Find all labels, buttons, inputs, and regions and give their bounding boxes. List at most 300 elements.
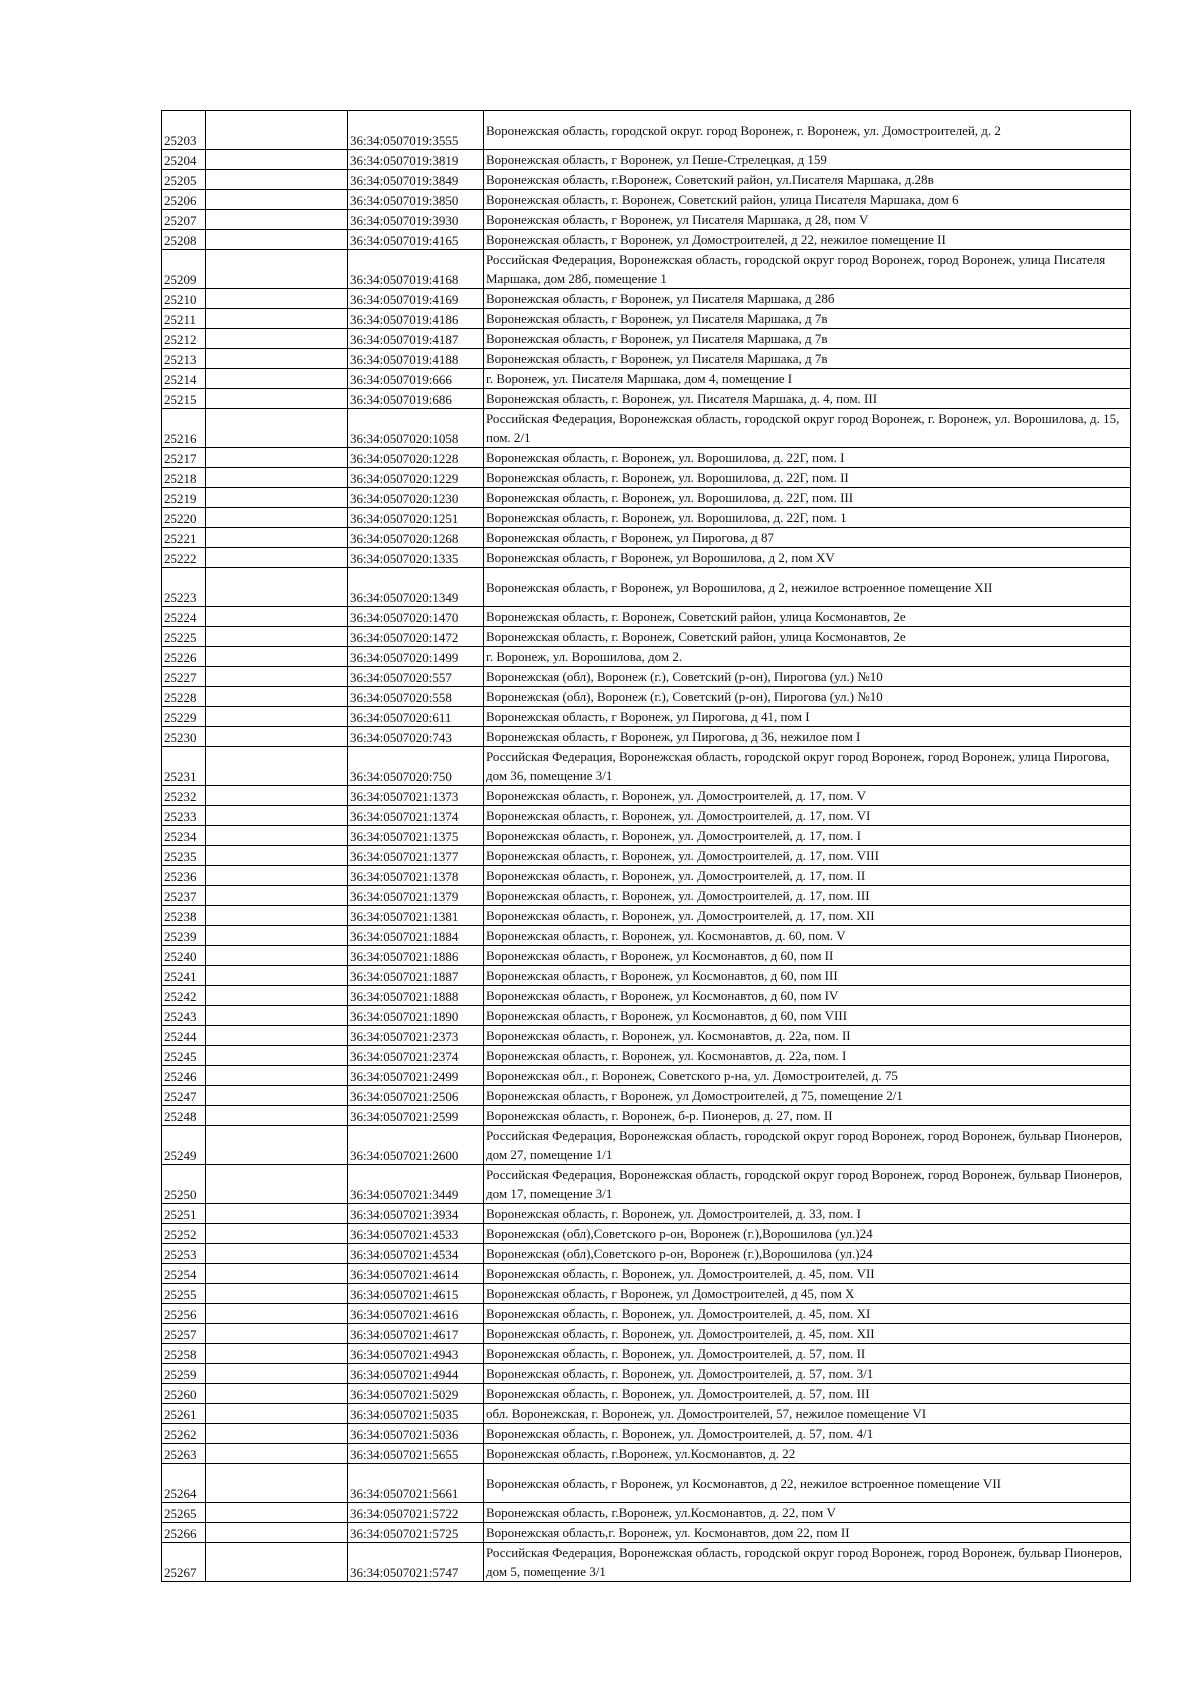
table-row — [162, 1046, 1131, 1066]
cadastral-number-cell: 36:34:0507019:4187 — [348, 329, 484, 349]
table-row — [162, 448, 1131, 468]
code-cell — [206, 508, 348, 528]
table-row — [162, 1543, 1131, 1582]
table-row — [162, 966, 1131, 986]
address-cell: Воронежская область, городской округ. город Воронеж, г. Воронеж, ул. Домостроителей, д. 2 — [484, 111, 1131, 150]
table-row — [162, 309, 1131, 329]
address-cell: Воронежская область, г. Воронеж, ул. Домостроителей, д. 57, пом. III — [484, 1384, 1131, 1404]
table-row — [162, 1244, 1131, 1264]
table-row — [162, 906, 1131, 926]
code-cell — [206, 190, 348, 210]
cadastral-number-cell: 36:34:0507020:1230 — [348, 488, 484, 508]
code-cell — [206, 329, 348, 349]
table-row — [162, 1324, 1131, 1344]
code-cell — [206, 926, 348, 946]
cadastral-number-cell: 36:34:0507021:4616 — [348, 1304, 484, 1324]
address-cell: Воронежская область, г. Воронеж, ул. Ворошилова, д. 22Г, пом. III — [484, 488, 1131, 508]
address-cell: Воронежская область, г. Воронеж, ул. Домостроителей, д. 17, пом. II — [484, 866, 1131, 886]
address-cell: Воронежская область, г. Воронеж, ул. Домостроителей, д. 17, пом. VI — [484, 806, 1131, 826]
code-cell — [206, 1086, 348, 1106]
row-number-cell: 25214 — [162, 369, 206, 389]
code-cell — [206, 568, 348, 607]
cadastral-number-cell: 36:34:0507021:5035 — [348, 1404, 484, 1424]
row-number-cell: 25220 — [162, 508, 206, 528]
row-number-cell: 25204 — [162, 150, 206, 170]
code-cell — [206, 727, 348, 747]
row-number-cell: 25244 — [162, 1026, 206, 1046]
code-cell — [206, 846, 348, 866]
address-cell: Воронежская область, г. Воронеж, ул. Ворошилова, д. 22Г, пом. II — [484, 468, 1131, 488]
address-cell: Воронежская область, г. Воронеж, ул. Домостроителей, д. 17, пом. I — [484, 826, 1131, 846]
code-cell — [206, 210, 348, 230]
row-number-cell: 25261 — [162, 1404, 206, 1424]
code-cell — [206, 1264, 348, 1284]
table-body — [162, 111, 1131, 1582]
code-cell — [206, 111, 348, 150]
cadastral-number-cell: 36:34:0507021:1886 — [348, 946, 484, 966]
cadastral-number-cell: 36:34:0507021:3934 — [348, 1204, 484, 1224]
address-cell: Воронежская область, г. Воронеж, ул. Домостроителей, д. 17, пом. VIII — [484, 846, 1131, 866]
cadastral-number-cell: 36:34:0507019:4186 — [348, 309, 484, 329]
address-cell: Воронежская область, г Воронеж, ул Домостроителей, д 45, пом X — [484, 1284, 1131, 1304]
row-number-cell: 25255 — [162, 1284, 206, 1304]
address-cell: Воронежская область, г Воронеж, ул Писателя Маршака, д 28б — [484, 289, 1131, 309]
code-cell — [206, 1046, 348, 1066]
address-cell: Воронежская область, г. Воронеж, ул. Домостроителей, д. 57, пом. II — [484, 1344, 1131, 1364]
address-cell: Российская Федерация, Воронежская область, городской округ город Воронеж, город Воронеж, улица Писателя Маршака, дом 28б, помещение 1 — [484, 250, 1131, 289]
address-cell: Воронежская область, г. Воронеж, ул. Домостроителей, д. 45, пом. VII — [484, 1264, 1131, 1284]
code-cell — [206, 826, 348, 846]
address-cell: Воронежская область, г. Воронеж, ул. Домостроителей, д. 17, пом. XII — [484, 906, 1131, 926]
code-cell — [206, 528, 348, 548]
code-cell — [206, 866, 348, 886]
row-number-cell: 25259 — [162, 1364, 206, 1384]
address-cell: Российская Федерация, Воронежская область, городской округ город Воронеж, г. Воронеж, ул. Ворошилова, д. 15, пом. 2/1 — [484, 409, 1131, 448]
table-row — [162, 1364, 1131, 1384]
address-cell: Воронежская область, г Воронеж, ул Космонавтов, д 60, пом IV — [484, 986, 1131, 1006]
code-cell — [206, 1006, 348, 1026]
address-cell: Воронежская область, г Воронеж, ул Писателя Маршака, д 28, пом V — [484, 210, 1131, 230]
cadastral-number-cell: 36:34:0507021:5747 — [348, 1543, 484, 1582]
address-cell: Российская Федерация, Воронежская область, городской округ город Воронеж, город Воронеж, бульвар Пионеров, дом 5, помещение 3/1 — [484, 1543, 1131, 1582]
cadastral-number-cell: 36:34:0507019:3849 — [348, 170, 484, 190]
cadastral-number-cell: 36:34:0507021:4614 — [348, 1264, 484, 1284]
cadastral-number-cell: 36:34:0507021:5725 — [348, 1523, 484, 1543]
cadastral-number-cell: 36:34:0507020:1251 — [348, 508, 484, 528]
cadastral-number-cell: 36:34:0507019:3555 — [348, 111, 484, 150]
table-row — [162, 1444, 1131, 1464]
address-cell: Российская Федерация, Воронежская область, городской округ город Воронеж, город Воронеж, бульвар Пионеров, дом 17, помещение 3/1 — [484, 1165, 1131, 1204]
address-cell: Воронежская область, г Воронеж, ул Писателя Маршака, д 7в — [484, 349, 1131, 369]
cadastral-number-cell: 36:34:0507021:4534 — [348, 1244, 484, 1264]
code-cell — [206, 150, 348, 170]
table-row — [162, 210, 1131, 230]
row-number-cell: 25221 — [162, 528, 206, 548]
table-row — [162, 1106, 1131, 1126]
code-cell — [206, 170, 348, 190]
address-cell: Воронежская область, г Воронеж, ул Пеше-Стрелецкая, д 159 — [484, 150, 1131, 170]
table-row — [162, 866, 1131, 886]
code-cell — [206, 747, 348, 786]
address-cell: Воронежская область, г. Воронеж, ул. Космонавтов, д. 22а, пом. II — [484, 1026, 1131, 1046]
row-number-cell: 25235 — [162, 846, 206, 866]
property-register-table — [161, 110, 1131, 1582]
table-row — [162, 548, 1131, 568]
cadastral-number-cell: 36:34:0507020:558 — [348, 687, 484, 707]
table-row — [162, 349, 1131, 369]
row-number-cell: 25264 — [162, 1464, 206, 1503]
row-number-cell: 25205 — [162, 170, 206, 190]
table-row — [162, 687, 1131, 707]
cadastral-number-cell: 36:34:0507020:1229 — [348, 468, 484, 488]
row-number-cell: 25246 — [162, 1066, 206, 1086]
code-cell — [206, 647, 348, 667]
address-cell: Воронежская (обл),Советского р-он, Воронеж (г.),Ворошилова (ул.)24 — [484, 1244, 1131, 1264]
code-cell — [206, 309, 348, 329]
cadastral-number-cell: 36:34:0507019:4168 — [348, 250, 484, 289]
row-number-cell: 25252 — [162, 1224, 206, 1244]
code-cell — [206, 1523, 348, 1543]
table-row — [162, 747, 1131, 786]
row-number-cell: 25239 — [162, 926, 206, 946]
cadastral-number-cell: 36:34:0507021:1888 — [348, 986, 484, 1006]
table-row — [162, 170, 1131, 190]
address-cell: г. Воронеж, ул. Ворошилова, дом 2. — [484, 647, 1131, 667]
address-cell: Российская Федерация, Воронежская область, городской округ город Воронеж, город Воронеж, бульвар Пионеров, дом 27, помещение 1/1 — [484, 1126, 1131, 1165]
table-row — [162, 986, 1131, 1006]
code-cell — [206, 1384, 348, 1404]
table-row — [162, 667, 1131, 687]
table-row — [162, 846, 1131, 866]
address-cell: Воронежская область, г.Воронеж, ул.Космонавтов, д. 22, пом V — [484, 1503, 1131, 1523]
row-number-cell: 25265 — [162, 1503, 206, 1523]
row-number-cell: 25219 — [162, 488, 206, 508]
code-cell — [206, 1026, 348, 1046]
row-number-cell: 25223 — [162, 568, 206, 607]
cadastral-number-cell: 36:34:0507020:750 — [348, 747, 484, 786]
row-number-cell: 25234 — [162, 826, 206, 846]
row-number-cell: 25241 — [162, 966, 206, 986]
cadastral-number-cell: 36:34:0507020:1335 — [348, 548, 484, 568]
code-cell — [206, 687, 348, 707]
cadastral-number-cell: 36:34:0507021:1378 — [348, 866, 484, 886]
address-cell: Воронежская область, г. Воронеж, ул. Космонавтов, д. 60, пом. V — [484, 926, 1131, 946]
table-row — [162, 1404, 1131, 1424]
code-cell — [206, 230, 348, 250]
row-number-cell: 25256 — [162, 1304, 206, 1324]
table-row — [162, 806, 1131, 826]
code-cell — [206, 607, 348, 627]
row-number-cell: 25216 — [162, 409, 206, 448]
table-row — [162, 150, 1131, 170]
row-number-cell: 25238 — [162, 906, 206, 926]
table-row — [162, 1224, 1131, 1244]
code-cell — [206, 1543, 348, 1582]
address-cell: Воронежская область, г. Воронеж, ул. Домостроителей, д. 17, пом. III — [484, 886, 1131, 906]
table-row — [162, 1006, 1131, 1026]
cadastral-number-cell: 36:34:0507021:5661 — [348, 1464, 484, 1503]
cadastral-number-cell: 36:34:0507021:1381 — [348, 906, 484, 926]
code-cell — [206, 1344, 348, 1364]
address-cell: Воронежская обл., г. Воронеж, Советского р-на, ул. Домостроителей, д. 75 — [484, 1066, 1131, 1086]
address-cell: Воронежская область, г.Воронеж, ул.Космонавтов, д. 22 — [484, 1444, 1131, 1464]
cadastral-number-cell: 36:34:0507021:1375 — [348, 826, 484, 846]
row-number-cell: 25222 — [162, 548, 206, 568]
address-cell: Воронежская область, г Воронеж, ул Ворошилова, д 2, нежилое встроенное помещение XII — [484, 568, 1131, 607]
table-row — [162, 289, 1131, 309]
address-cell: Воронежская область, г. Воронеж, ул. Домостроителей, д. 45, пом. XII — [484, 1324, 1131, 1344]
cadastral-number-cell: 36:34:0507020:743 — [348, 727, 484, 747]
cadastral-number-cell: 36:34:0507019:4165 — [348, 230, 484, 250]
cadastral-number-cell: 36:34:0507021:4617 — [348, 1324, 484, 1344]
code-cell — [206, 1165, 348, 1204]
cadastral-number-cell: 36:34:0507021:1377 — [348, 846, 484, 866]
row-number-cell: 25211 — [162, 309, 206, 329]
table-row — [162, 946, 1131, 966]
table-row — [162, 1344, 1131, 1364]
row-number-cell: 25230 — [162, 727, 206, 747]
address-cell: Российская Федерация, Воронежская область, городской округ город Воронеж, город Воронеж, улица Пирогова, дом 36, помещение 3/1 — [484, 747, 1131, 786]
address-cell: Воронежская область, г Воронеж, ул Пирогова, д 41, пом I — [484, 707, 1131, 727]
code-cell — [206, 1404, 348, 1424]
address-cell: Воронежская область, г. Воронеж, ул. Писателя Маршака, д. 4, пом. III — [484, 389, 1131, 409]
table-row — [162, 926, 1131, 946]
code-cell — [206, 1204, 348, 1224]
row-number-cell: 25210 — [162, 289, 206, 309]
row-number-cell: 25225 — [162, 627, 206, 647]
address-cell: Воронежская область, г. Воронеж, ул. Домостроителей, д. 57, пом. 3/1 — [484, 1364, 1131, 1384]
code-cell — [206, 1126, 348, 1165]
table-row — [162, 111, 1131, 150]
address-cell: Воронежская (обл), Воронеж (г.), Советский (р-он), Пирогова (ул.) №10 — [484, 687, 1131, 707]
table-row — [162, 1384, 1131, 1404]
row-number-cell: 25206 — [162, 190, 206, 210]
cadastral-number-cell: 36:34:0507020:1228 — [348, 448, 484, 468]
address-cell: Воронежская область,г. Воронеж, ул. Космонавтов, дом 22, пом II — [484, 1523, 1131, 1543]
cadastral-number-cell: 36:34:0507019:4169 — [348, 289, 484, 309]
cadastral-number-cell: 36:34:0507021:5655 — [348, 1444, 484, 1464]
cadastral-number-cell: 36:34:0507020:1268 — [348, 528, 484, 548]
address-cell: Воронежская область, г Воронеж, ул Космонавтов, д 60, пом VIII — [484, 1006, 1131, 1026]
address-cell: Воронежская область, г. Воронеж, ул. Космонавтов, д. 22а, пом. I — [484, 1046, 1131, 1066]
table-row — [162, 1503, 1131, 1523]
address-cell: Воронежская (обл),Советского р-он, Воронеж (г.),Ворошилова (ул.)24 — [484, 1224, 1131, 1244]
row-number-cell: 25224 — [162, 607, 206, 627]
table-row — [162, 568, 1131, 607]
code-cell — [206, 1364, 348, 1384]
address-cell: Воронежская область, г. Воронеж, Советский район, улица Космонавтов, 2е — [484, 627, 1131, 647]
code-cell — [206, 548, 348, 568]
row-number-cell: 25250 — [162, 1165, 206, 1204]
address-cell: Воронежская область, г Воронеж, ул Космонавтов, д 60, пом III — [484, 966, 1131, 986]
cadastral-number-cell: 36:34:0507021:4533 — [348, 1224, 484, 1244]
cadastral-number-cell: 36:34:0507019:3819 — [348, 150, 484, 170]
code-cell — [206, 1066, 348, 1086]
code-cell — [206, 409, 348, 448]
address-cell: Воронежская область, г. Воронеж, ул. Домостроителей, д. 45, пом. XI — [484, 1304, 1131, 1324]
code-cell — [206, 369, 348, 389]
row-number-cell: 25251 — [162, 1204, 206, 1224]
cadastral-number-cell: 36:34:0507020:611 — [348, 707, 484, 727]
cadastral-number-cell: 36:34:0507021:5029 — [348, 1384, 484, 1404]
table-row — [162, 250, 1131, 289]
row-number-cell: 25207 — [162, 210, 206, 230]
table-row — [162, 1424, 1131, 1444]
cadastral-number-cell: 36:34:0507021:1887 — [348, 966, 484, 986]
code-cell — [206, 1424, 348, 1444]
table-row — [162, 1523, 1131, 1543]
row-number-cell: 25215 — [162, 389, 206, 409]
cadastral-number-cell: 36:34:0507020:1472 — [348, 627, 484, 647]
table-row — [162, 647, 1131, 667]
code-cell — [206, 966, 348, 986]
table-row — [162, 727, 1131, 747]
address-cell: Воронежская область, г.Воронеж, Советский район, ул.Писателя Маршака, д.28в — [484, 170, 1131, 190]
row-number-cell: 25209 — [162, 250, 206, 289]
row-number-cell: 25231 — [162, 747, 206, 786]
address-cell: Воронежская область, г. Воронеж, б-р. Пионеров, д. 27, пом. II — [484, 1106, 1131, 1126]
cadastral-number-cell: 36:34:0507021:1884 — [348, 926, 484, 946]
row-number-cell: 25233 — [162, 806, 206, 826]
table-row — [162, 707, 1131, 727]
address-cell: Воронежская область, г Воронеж, ул Космонавтов, д 60, пом II — [484, 946, 1131, 966]
code-cell — [206, 786, 348, 806]
cadastral-number-cell: 36:34:0507021:2600 — [348, 1126, 484, 1165]
code-cell — [206, 488, 348, 508]
address-cell: Воронежская область, г Воронеж, ул Писателя Маршака, д 7в — [484, 329, 1131, 349]
row-number-cell: 25253 — [162, 1244, 206, 1264]
cadastral-number-cell: 36:34:0507021:2374 — [348, 1046, 484, 1066]
table-row — [162, 488, 1131, 508]
address-cell: Воронежская (обл), Воронеж (г.), Советский (р-он), Пирогова (ул.) №10 — [484, 667, 1131, 687]
code-cell — [206, 1304, 348, 1324]
row-number-cell: 25229 — [162, 707, 206, 727]
row-number-cell: 25262 — [162, 1424, 206, 1444]
table-row — [162, 607, 1131, 627]
code-cell — [206, 986, 348, 1006]
cadastral-number-cell: 36:34:0507021:4943 — [348, 1344, 484, 1364]
row-number-cell: 25218 — [162, 468, 206, 488]
table-row — [162, 528, 1131, 548]
cadastral-number-cell: 36:34:0507020:557 — [348, 667, 484, 687]
address-cell: обл. Воронежская, г. Воронеж, ул. Домостроителей, 57, нежилое помещение VI — [484, 1404, 1131, 1424]
table-row — [162, 468, 1131, 488]
row-number-cell: 25258 — [162, 1344, 206, 1364]
row-number-cell: 25232 — [162, 786, 206, 806]
cadastral-number-cell: 36:34:0507020:1499 — [348, 647, 484, 667]
table-row — [162, 1204, 1131, 1224]
code-cell — [206, 1244, 348, 1264]
address-cell: Воронежская область, г. Воронеж, Советский район, улица Писателя Маршака, дом 6 — [484, 190, 1131, 210]
cadastral-number-cell: 36:34:0507021:2499 — [348, 1066, 484, 1086]
code-cell — [206, 1464, 348, 1503]
address-cell: Воронежская область, г Воронеж, ул Писателя Маршака, д 7в — [484, 309, 1131, 329]
address-cell: Воронежская область, г Воронеж, ул Ворошилова, д 2, пом XV — [484, 548, 1131, 568]
row-number-cell: 25245 — [162, 1046, 206, 1066]
code-cell — [206, 448, 348, 468]
cadastral-number-cell: 36:34:0507021:1379 — [348, 886, 484, 906]
table-row — [162, 886, 1131, 906]
table-row — [162, 1264, 1131, 1284]
row-number-cell: 25227 — [162, 667, 206, 687]
row-number-cell: 25263 — [162, 1444, 206, 1464]
code-cell — [206, 946, 348, 966]
table-row — [162, 389, 1131, 409]
table-row — [162, 1284, 1131, 1304]
address-cell: Воронежская область, г. Воронеж, ул. Домостроителей, д. 17, пом. V — [484, 786, 1131, 806]
row-number-cell: 25226 — [162, 647, 206, 667]
code-cell — [206, 886, 348, 906]
code-cell — [206, 468, 348, 488]
address-cell: Воронежская область, г. Воронеж, Советский район, улица Космонавтов, 2е — [484, 607, 1131, 627]
code-cell — [206, 1106, 348, 1126]
row-number-cell: 25260 — [162, 1384, 206, 1404]
address-cell: Воронежская область, г. Воронеж, ул. Домостроителей, д. 33, пом. I — [484, 1204, 1131, 1224]
row-number-cell: 25203 — [162, 111, 206, 150]
cadastral-number-cell: 36:34:0507021:5036 — [348, 1424, 484, 1444]
table-row — [162, 627, 1131, 647]
cadastral-number-cell: 36:34:0507020:1470 — [348, 607, 484, 627]
table-row — [162, 1165, 1131, 1204]
row-number-cell: 25248 — [162, 1106, 206, 1126]
code-cell — [206, 349, 348, 369]
code-cell — [206, 389, 348, 409]
table-row — [162, 329, 1131, 349]
code-cell — [206, 250, 348, 289]
row-number-cell: 25242 — [162, 986, 206, 1006]
row-number-cell: 25236 — [162, 866, 206, 886]
table-row — [162, 1086, 1131, 1106]
table-row — [162, 1304, 1131, 1324]
cadastral-number-cell: 36:34:0507021:5722 — [348, 1503, 484, 1523]
code-cell — [206, 627, 348, 647]
table-row — [162, 1066, 1131, 1086]
table-row — [162, 1126, 1131, 1165]
table-row — [162, 786, 1131, 806]
row-number-cell: 25243 — [162, 1006, 206, 1026]
code-cell — [206, 1324, 348, 1344]
row-number-cell: 25240 — [162, 946, 206, 966]
cadastral-number-cell: 36:34:0507021:1374 — [348, 806, 484, 826]
cadastral-number-cell: 36:34:0507020:1349 — [348, 568, 484, 607]
table-row — [162, 369, 1131, 389]
cadastral-number-cell: 36:34:0507021:4615 — [348, 1284, 484, 1304]
cadastral-number-cell: 36:34:0507019:3850 — [348, 190, 484, 210]
table-row — [162, 409, 1131, 448]
cadastral-number-cell: 36:34:0507019:686 — [348, 389, 484, 409]
row-number-cell: 25266 — [162, 1523, 206, 1543]
row-number-cell: 25247 — [162, 1086, 206, 1106]
cadastral-number-cell: 36:34:0507021:1890 — [348, 1006, 484, 1026]
table-row — [162, 190, 1131, 210]
code-cell — [206, 1224, 348, 1244]
row-number-cell: 25208 — [162, 230, 206, 250]
cadastral-number-cell: 36:34:0507019:4188 — [348, 349, 484, 369]
code-cell — [206, 667, 348, 687]
address-cell: Воронежская область, г Воронеж, ул Пирогова, д 87 — [484, 528, 1131, 548]
cadastral-number-cell: 36:34:0507019:3930 — [348, 210, 484, 230]
row-number-cell: 25213 — [162, 349, 206, 369]
address-cell: Воронежская область, г. Воронеж, ул. Ворошилова, д. 22Г, пом. I — [484, 448, 1131, 468]
table-row — [162, 1026, 1131, 1046]
row-number-cell: 25267 — [162, 1543, 206, 1582]
row-number-cell: 25257 — [162, 1324, 206, 1344]
table-row — [162, 230, 1131, 250]
cadastral-number-cell: 36:34:0507021:2506 — [348, 1086, 484, 1106]
table-row — [162, 1464, 1131, 1503]
row-number-cell: 25249 — [162, 1126, 206, 1165]
address-cell: Воронежская область, г. Воронеж, ул. Домостроителей, д. 57, пом. 4/1 — [484, 1424, 1131, 1444]
